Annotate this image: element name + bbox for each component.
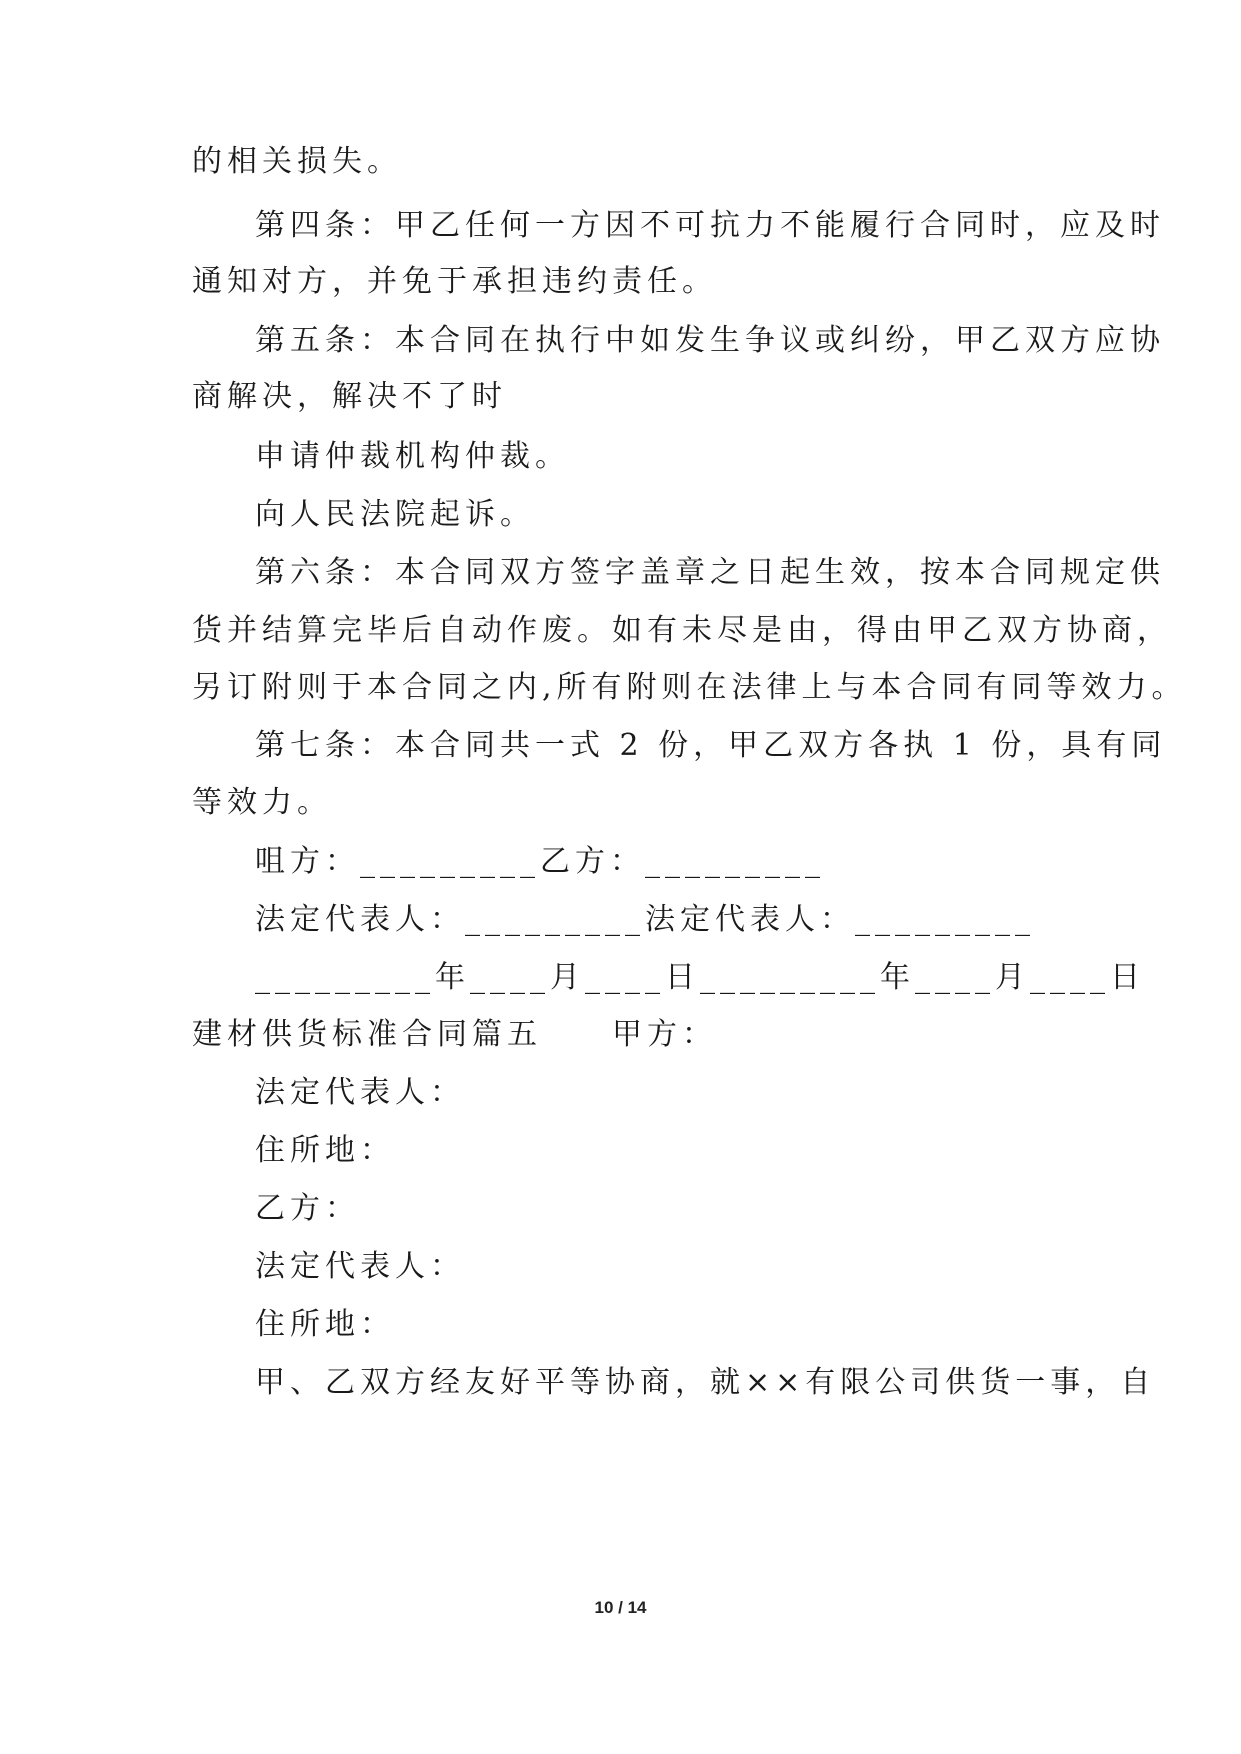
section-heading: 建材供货标准合同篇五 甲方：: [192, 1017, 717, 1052]
text-line: 商解决，解决不了时: [192, 379, 507, 414]
text-line: 等效力。: [192, 785, 332, 820]
text-line: 的相关损失。: [192, 144, 402, 179]
text-line: 第五条：本合同在执行中如发生争议或纠纷，甲乙双方应协: [255, 323, 1165, 358]
signature-line: 咀方：_________乙方：_________: [255, 844, 825, 879]
page-number: 10 / 14: [594, 1598, 647, 1617]
text-line: 住所地：: [255, 1307, 395, 1342]
text-line: 向人民法院起诉。: [255, 497, 535, 532]
text-line: 货并结算完毕后自动作废。如有未尽是由，得由甲乙双方协商，: [192, 613, 1172, 648]
text-line: 第四条：甲乙任何一方因不可抗力不能履行合同时，应及时: [255, 208, 1165, 243]
text-line: 通知对方，并免于承担违约责任。: [192, 264, 717, 299]
signature-line: 法定代表人：_________法定代表人：_________: [255, 902, 1035, 937]
date-line: _________年____月____日_________年____月____日: [255, 960, 1145, 995]
text-line: 第六条：本合同双方签字盖章之日起生效，按本合同规定供: [255, 555, 1165, 590]
text-line: 甲、乙双方经友好平等协商，就××有限公司供货一事，自: [255, 1365, 1156, 1400]
text-line: 法定代表人：: [255, 1075, 465, 1110]
text-line: 另订附则于本合同之内,所有附则在法律上与本合同有同等效力。: [192, 670, 1187, 705]
text-line: 第七条：本合同共一式 2 份，甲乙双方各执 1 份，具有同: [255, 728, 1167, 763]
text-line: 乙方：: [255, 1191, 360, 1226]
text-line: 住所地：: [255, 1133, 395, 1168]
text-line: 申请仲裁机构仲裁。: [255, 439, 570, 474]
text-line: 法定代表人：: [255, 1249, 465, 1284]
